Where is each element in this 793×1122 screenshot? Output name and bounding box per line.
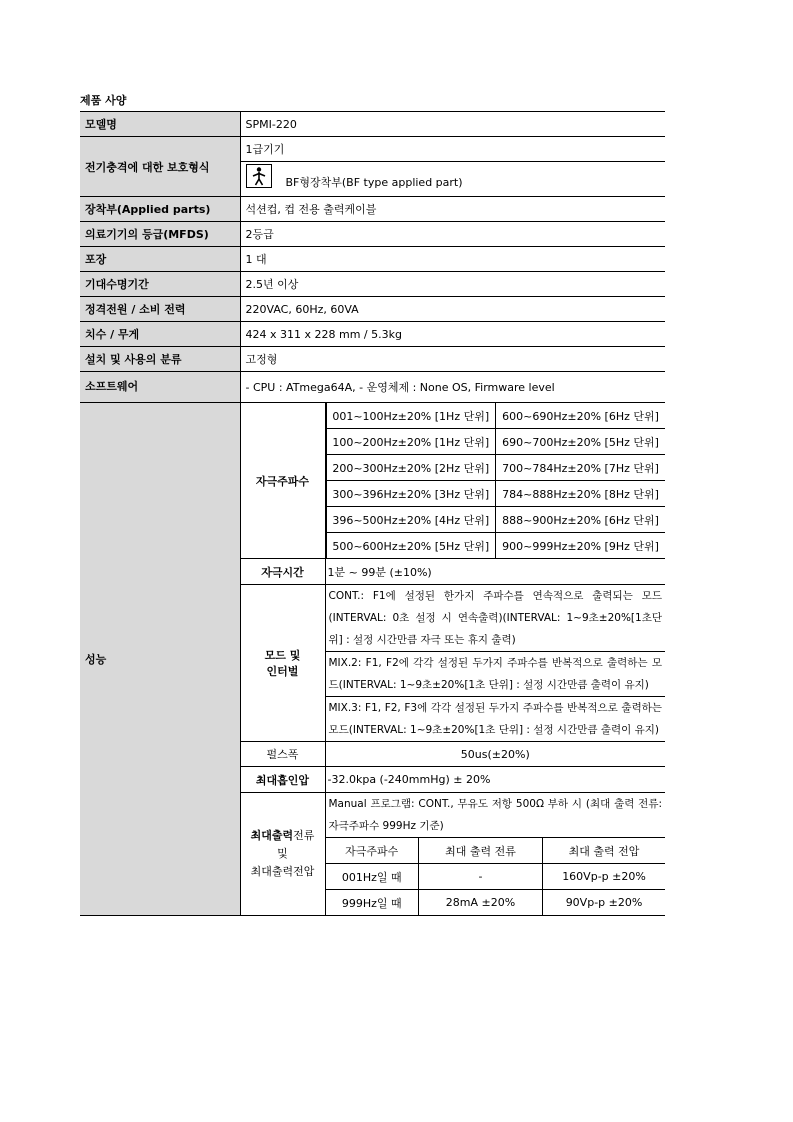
row-grade (80, 222, 665, 247)
model-label: 모델명 (80, 112, 240, 137)
output-label: 최대출력전류 및 최대출력전압 (240, 793, 325, 916)
power-value: 220VAC, 60Hz, 60VA (240, 297, 665, 322)
row-power (80, 297, 665, 322)
freq-label: 자극주파수 (240, 403, 325, 559)
mode-label: 모드 및 인터벌 (240, 585, 325, 742)
table-row: 396~500Hz±20% [4Hz 단위] 888~900Hz±20% [6Hz 단위] (326, 507, 665, 533)
table-row: 999Hz일 때 28mA ±20% 90Vp-p ±20% (326, 890, 666, 916)
packaging-value: 1 대 (240, 247, 665, 272)
packaging-label: 포장 (80, 247, 240, 272)
table-row: 200~300Hz±20% [2Hz 단위] 700~784Hz±20% [7Hz 단위] (326, 455, 665, 481)
stim-time-value: 1분 ~ 99분 (±10%) (325, 559, 665, 585)
software-label: 소프트웨어 (80, 372, 240, 403)
stim-time-label: 자극시간 (240, 559, 325, 585)
table-row: 001~100Hz±20% [1Hz 단위] 600~690Hz±20% [6Hz 단위] (326, 403, 665, 429)
row-freq (80, 403, 665, 559)
pulse-value: 50us(±20%) (325, 742, 665, 767)
suction-label: 최대흡인압 (240, 767, 325, 793)
spec-table (80, 111, 665, 916)
table-row: 001Hz일 때 - 160Vp-p ±20% (326, 864, 666, 890)
dimensions-label: 치수 / 무게 (80, 322, 240, 347)
install-value: 고정형 (240, 347, 665, 372)
performance-label: 성능 (80, 403, 240, 916)
row-lifespan (80, 272, 665, 297)
row-install (80, 347, 665, 372)
suction-value: -32.0kpa (-240mmHg) ± 20% (325, 767, 665, 793)
row-dimensions (80, 322, 665, 347)
power-label: 정격전원 / 소비 전력 (80, 297, 240, 322)
row-model (80, 112, 665, 137)
protection-class-value: 1급기기 (240, 137, 665, 162)
grade-value: 2등급 (240, 222, 665, 247)
table-row: 300~396Hz±20% [3Hz 단위] 784~888Hz±20% [8Hz 단위] (326, 481, 665, 507)
grade-label: 의료기기의 등급(MFDS) (80, 222, 240, 247)
applied-label: 장착부(Applied parts) (80, 197, 240, 222)
protection-label: 전기충격에 대한 보호형식 (80, 137, 240, 197)
row-packaging (80, 247, 665, 272)
bf-type-value: BF형장착부(BF type applied part) (285, 176, 463, 189)
lifespan-label: 기대수명기간 (80, 272, 240, 297)
install-label: 설치 및 사용의 분류 (80, 347, 240, 372)
row-applied-parts (80, 197, 665, 222)
table-row: 500~600Hz±20% [5Hz 단위] 900~999Hz±20% [9Hz 단위] (326, 533, 665, 559)
software-value: - CPU : ATmega64A, - 운영체제 : None OS, Firmware level (240, 372, 665, 403)
pulse-label: 펄스폭 (240, 742, 325, 767)
mode-mix3: MIX.3: F1, F2, F3에 각각 설정된 두가지 주파수를 반복적으로 출력하는 모드(INTERVAL: 1~9초±20%[1초 단위] : 설정 시간만큼 출력이 유지) (326, 696, 666, 741)
model-value: SPMI-220 (240, 112, 665, 137)
applied-value: 석션컵, 컵 전용 출력케이블 (240, 197, 665, 222)
lifespan-value: 2.5년 이상 (240, 272, 665, 297)
section-title: 제품 사양 (80, 94, 127, 107)
dimensions-value: 424 x 311 x 228 mm / 5.3kg (240, 322, 665, 347)
bf-person-icon (246, 164, 272, 188)
row-software (80, 372, 665, 403)
output-table (326, 837, 666, 915)
mode-mix2: MIX.2: F1, F2에 각각 설정된 두가지 주파수를 반복적으로 출력하는 모드(INTERVAL: 1~9초±20%[1초 단위] : 설정 시간만큼 출력이 유지) (326, 651, 666, 696)
freq-table (326, 403, 666, 558)
table-header-row: 자극주파수 최대 출력 전류 최대 출력 전압 (326, 838, 666, 864)
output-note: Manual 프로그램: CONT., 무유도 저항 500Ω 부하 시 (최대 출력 전류: 자극주파수 999Hz 기준) (328, 798, 663, 832)
mode-cont: CONT.: F1에 설정된 한가지 주파수를 연속적으로 출력되는 모드(INTERVAL: 0초 설정 시 연속출력)(INTERVAL: 1~9초±20%[1초단위] : 설정 시간만큼 자극 또는 휴지 출력) (328, 590, 663, 646)
table-row: 100~200Hz±20% [1Hz 단위] 690~700Hz±20% [5Hz 단위] (326, 429, 665, 455)
row-protection (80, 137, 665, 162)
